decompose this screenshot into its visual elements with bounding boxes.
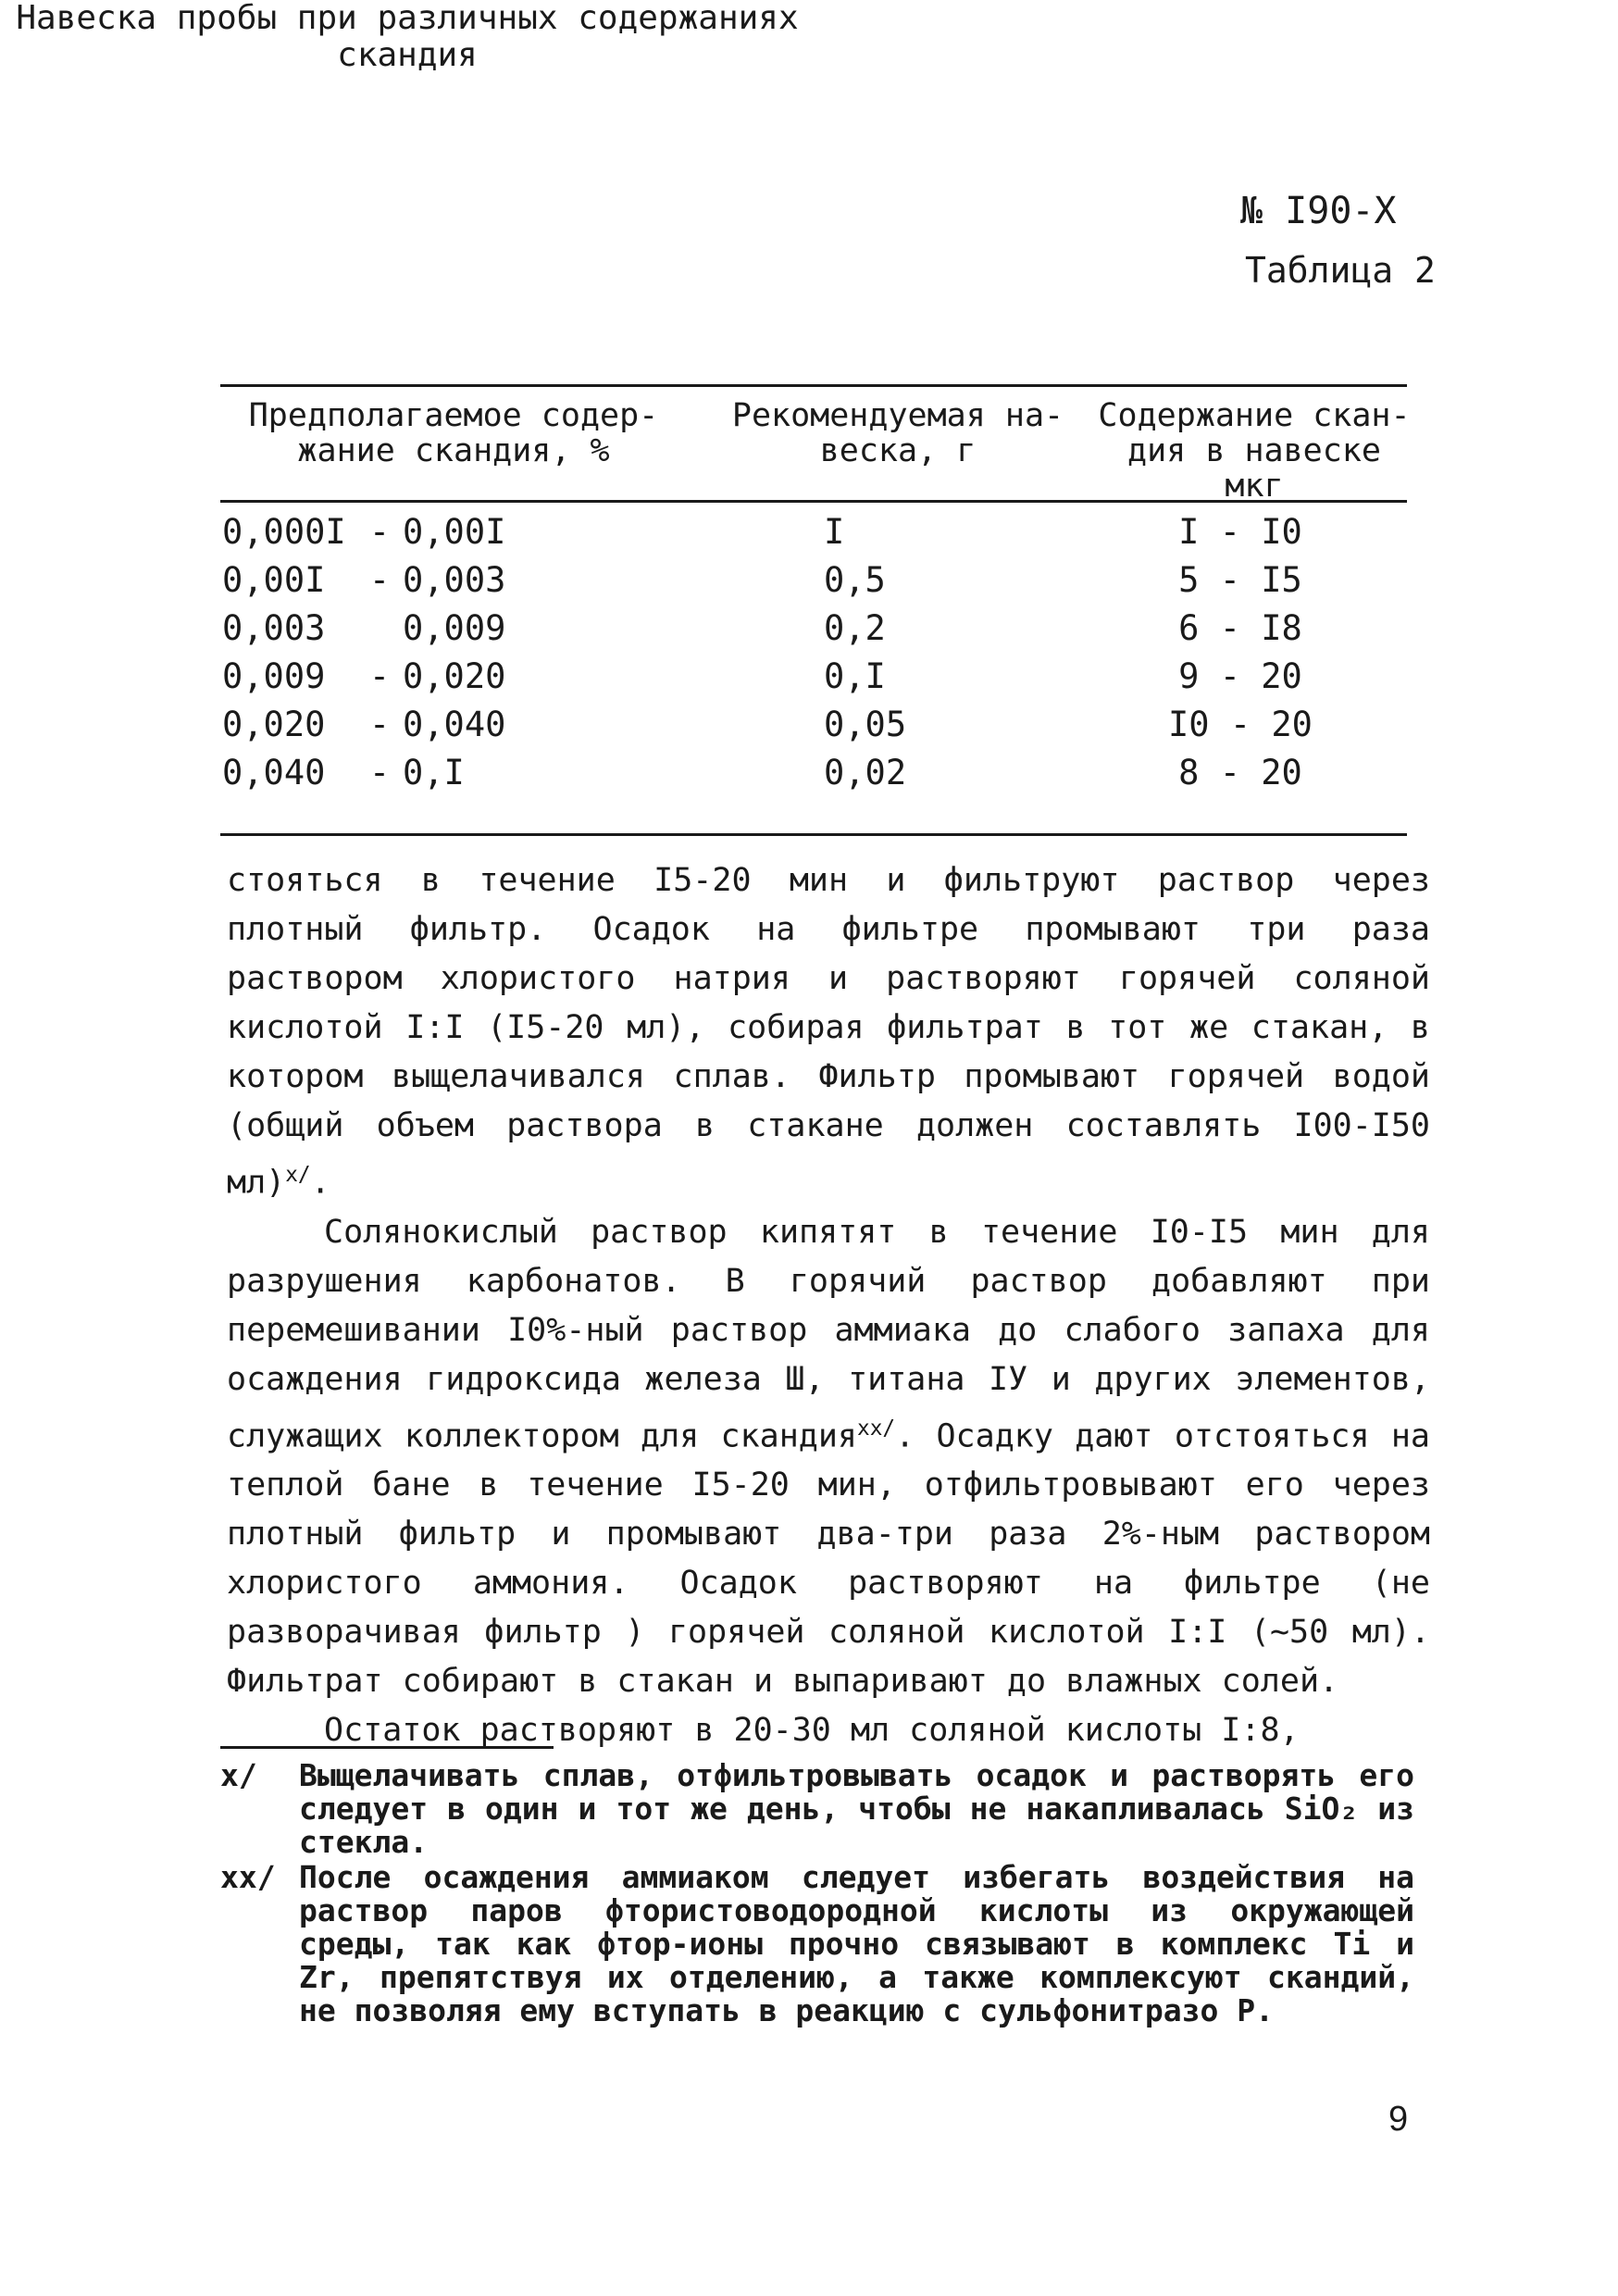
table-bottom-rule: [220, 833, 1407, 836]
cell-from: 0,040: [222, 753, 326, 792]
cell-content: 8 - 20: [1178, 753, 1302, 792]
cell-content: 5 - I5: [1178, 560, 1302, 600]
document-number: № I90-X: [1240, 190, 1397, 232]
paragraph-text: Солянокислый раствор кипятят в течение I0-I5 мин для разрушения карбонатов. В горячий раствор добавляют при перемешивании I0%-ный раствор аммиака до слабого запаха для осаждения гидроксида железа Ш, титана IУ и других элементов, служащих коллектором для скандия: [227, 1213, 1430, 1455]
paragraph: [227, 856, 1430, 1208]
cell-to: 0,003: [403, 560, 506, 600]
cell-content: 6 - I8: [1178, 608, 1302, 648]
cell-from: 0,020: [222, 705, 326, 744]
table-row: [222, 656, 1407, 705]
cell-from: 0,000I: [222, 512, 346, 552]
table-row: [222, 512, 1407, 560]
cell-dash: -: [368, 705, 391, 744]
footnote-ref: xx/: [857, 1416, 896, 1441]
cell-mass: 0,2: [824, 608, 886, 648]
table-row: [222, 705, 1407, 753]
footnote-rule: [220, 1746, 554, 1749]
footnote-mark: x/: [220, 1757, 257, 1793]
cell-dash: -: [368, 512, 391, 552]
footnote: [220, 1759, 1414, 1859]
table-header-rule: [220, 500, 1407, 503]
table-caption: Навеска пробы при различных содержаниях скандия: [16, 0, 799, 74]
cell-content: I - I0: [1178, 512, 1302, 552]
paragraph-text-end: .: [310, 1164, 330, 1202]
footnote: [220, 1861, 1414, 2028]
cell-mass: 0,02: [824, 753, 907, 792]
footnote-text: После осаждения аммиаком следует избегать воздействия на раствор паров фтористоводородной кислоты из окружающей среды, так как фтор-ионы прочно связывают в комплекс Ti и Zr, препятствуя их отделению, а также комплексуют скандий, не позволяя ему вступать в реакцию с сульфонитразо Р.: [299, 1859, 1414, 2028]
table-label: Таблица 2: [1245, 250, 1436, 291]
cell-from: 0,00I: [222, 560, 326, 600]
cell-to: 0,I: [403, 753, 465, 792]
paragraph: Остаток растворяют в 20-30 мл соляной кислоты I:8,: [324, 1712, 1300, 1750]
table-row: [222, 753, 1407, 801]
cell-mass: 0,I: [824, 656, 886, 696]
page-number: 9: [1388, 2100, 1409, 2139]
cell-mass: 0,5: [824, 560, 886, 600]
table-header-recommended-mass: Рекомендуемая на- веска, г: [731, 397, 1064, 469]
cell-content: I0 - 20: [1168, 705, 1313, 744]
paragraph-text-end: . Осадку дают отстояться на теплой бане в течение I5-20 мин, отфильтровывают его через плотный фильтр и промывают два-три раза 2%-ным раствором хлористого аммония. Осадок растворяют на фильтре (не разворачивая фильтр ) горячей соляной кислотой I:I (~50 мл). Фильтрат собирают в стакан и выпаривают до влажных солей.: [227, 1417, 1430, 1701]
cell-mass: 0,05: [824, 705, 907, 744]
table-header-scandium-content: Содержание скан- дия в навеске мкг: [1098, 397, 1411, 505]
table-top-rule: [220, 384, 1407, 387]
paragraph-text: стояться в течение I5-20 мин и фильтруют раствор через плотный фильтр. Осадок на фильтре промывают три раза раствором хлористого натрия и растворяют горячей соляной кислотой I:I (I5-20 мл), собирая фильтрат в тот же стакан, в котором выщелачивался сплав. Фильтр промывают горячей водой (общий объем раствора в стакане должен составлять I00-I50 мл): [227, 862, 1430, 1202]
cell-dash: -: [368, 656, 391, 696]
cell-from: 0,003: [222, 608, 326, 648]
table-row: [222, 560, 1407, 608]
cell-to: 0,040: [403, 705, 506, 744]
paragraph: [227, 1208, 1430, 1707]
cell-content: 9 - 20: [1178, 656, 1302, 696]
footnotes: [220, 1759, 1414, 2029]
cell-to: 0,009: [403, 608, 506, 648]
cell-to: 0,020: [403, 656, 506, 696]
body-text: [227, 856, 1430, 1755]
table-row: [222, 608, 1407, 656]
table-header-assumed-content: Предполагаемое содер- жание скандия, %: [248, 397, 659, 469]
cell-mass: I: [824, 512, 845, 552]
footnote-text: Выщелачивать сплав, отфильтровывать осадок и растворять его следует в один и тот же день, чтобы не накапливалась SiO₂ из стекла.: [299, 1757, 1414, 1860]
footnote-mark: xx/: [220, 1859, 276, 1895]
cell-dash: -: [368, 560, 391, 600]
cell-from: 0,009: [222, 656, 326, 696]
footnote-ref: x/: [285, 1163, 311, 1187]
cell-to: 0,00I: [403, 512, 506, 552]
cell-dash: -: [368, 753, 391, 792]
